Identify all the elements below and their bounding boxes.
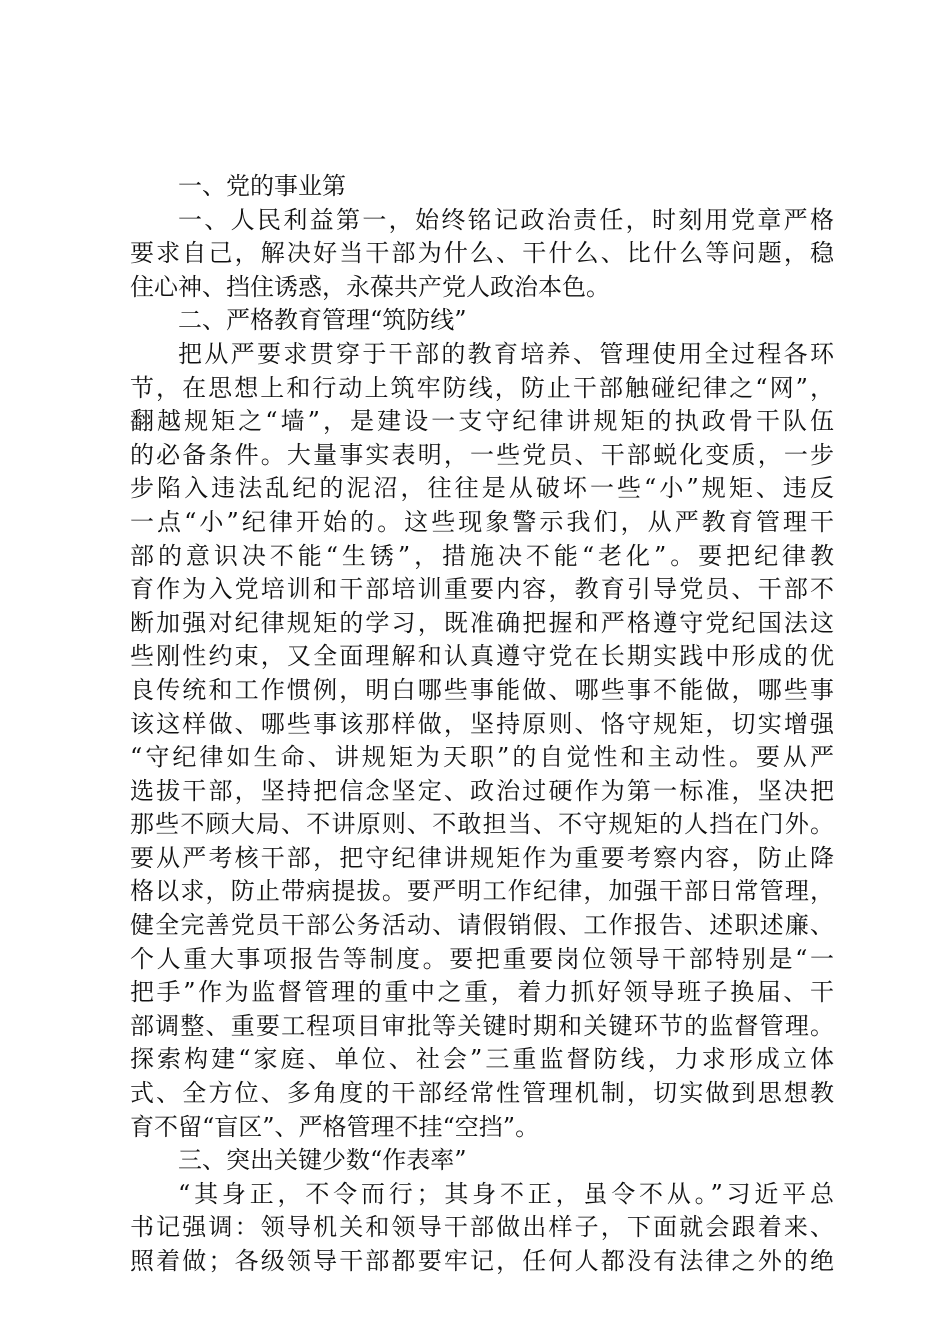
text-line: 照着做；各级领导干部都要牢记，任何人都没有法律之外的绝 bbox=[130, 1247, 834, 1275]
text-line: 把手”作为监督管理的重中之重，着力抓好领导班子换届、干 bbox=[130, 978, 834, 1007]
text-line: 那些不顾大局、不讲原则、不敢担当、不守规矩的人挡在门外。 bbox=[130, 810, 834, 839]
text-line: 个人重大事项报告等制度。要把重要岗位领导干部特别是“一 bbox=[130, 944, 834, 973]
section-heading: 二、严格教育管理“筑防线” bbox=[178, 306, 467, 335]
text-line: 断加强对纪律规矩的学习，既准确把握和严格遵守党纪国法这 bbox=[130, 608, 834, 637]
text-line: 节，在思想上和行动上筑牢防线，防止干部触碰纪律之“网”， bbox=[130, 373, 834, 402]
document-body bbox=[130, 170, 834, 1279]
text-line: 部调整、重要工程项目审批等关键时期和关键环节的监督管理。 bbox=[130, 1011, 834, 1040]
text-line: 一、党的事业第 bbox=[178, 172, 346, 200]
section-heading: 三、突出关键少数“作表率” bbox=[178, 1146, 467, 1175]
text-line: 式、全方位、多角度的干部经常性管理机制，切实做到思想教 bbox=[130, 1079, 834, 1108]
text-line: 些刚性约束，又全面理解和认真遵守党在长期实践中形成的优 bbox=[130, 642, 834, 671]
text-line: 要从严考核干部，把守纪律讲规矩作为重要考察内容，防止降 bbox=[130, 843, 834, 872]
text-line: 选拔干部，坚持把信念坚定、政治过硬作为第一标准，坚决把 bbox=[130, 776, 834, 805]
text-line: 该这样做、哪些事该那样做，坚持原则、恪守规矩，切实增强 bbox=[130, 709, 834, 738]
text-line: 要求自己，解决好当干部为什么、干什么、比什么等问题，稳 bbox=[130, 239, 834, 268]
text-line: 育不留“盲区”、严格管理不挂“空挡”。 bbox=[130, 1112, 540, 1141]
text-line: 一点“小”纪律开始的。这些现象警示我们，从严教育管理干 bbox=[130, 507, 834, 536]
text-line: 翻越规矩之“墙”，是建设一支守纪律讲规矩的执政骨干队伍 bbox=[130, 407, 834, 436]
text-line: 一、人民利益第一，始终铭记政治责任，时刻用党章严格 bbox=[178, 205, 834, 234]
text-line: “守纪律如生命、讲规矩为天职”的自觉性和主动性。要从严 bbox=[130, 743, 834, 772]
text-line: 育作为入党培训和干部培训重要内容，教育引导党员、干部不 bbox=[130, 575, 834, 604]
text-line: 把从严要求贯穿于干部的教育培养、管理使用全过程各环 bbox=[178, 339, 834, 368]
text-line: 步陷入违法乱纪的泥沼，往往是从破坏一些“小”规矩、违反 bbox=[130, 474, 834, 503]
text-line: “其身正，不令而行；其身不正，虽令不从。”习近平总 bbox=[178, 1179, 834, 1208]
text-line: 住心神、挡住诱惑，永葆共产党人政治本色。 bbox=[130, 272, 610, 301]
text-line: 部的意识决不能“生锈”，措施决不能“老化”。要把纪律教 bbox=[130, 541, 834, 570]
text-line: 良传统和工作惯例，明白哪些事能做、哪些事不能做，哪些事 bbox=[130, 675, 834, 704]
text-line: 书记强调：领导机关和领导干部做出样子，下面就会跟着来、 bbox=[130, 1213, 834, 1242]
text-line: 健全完善党员干部公务活动、请假销假、工作报告、述职述廉、 bbox=[130, 911, 834, 940]
text-line: 格以求，防止带病提拔。要严明工作纪律，加强干部日常管理， bbox=[130, 877, 834, 906]
text-line: 探索构建“家庭、单位、社会”三重监督防线，力求形成立体 bbox=[130, 1045, 834, 1074]
text-line: 的必备条件。大量事实表明，一些党员、干部蜕化变质，一步 bbox=[130, 440, 834, 469]
